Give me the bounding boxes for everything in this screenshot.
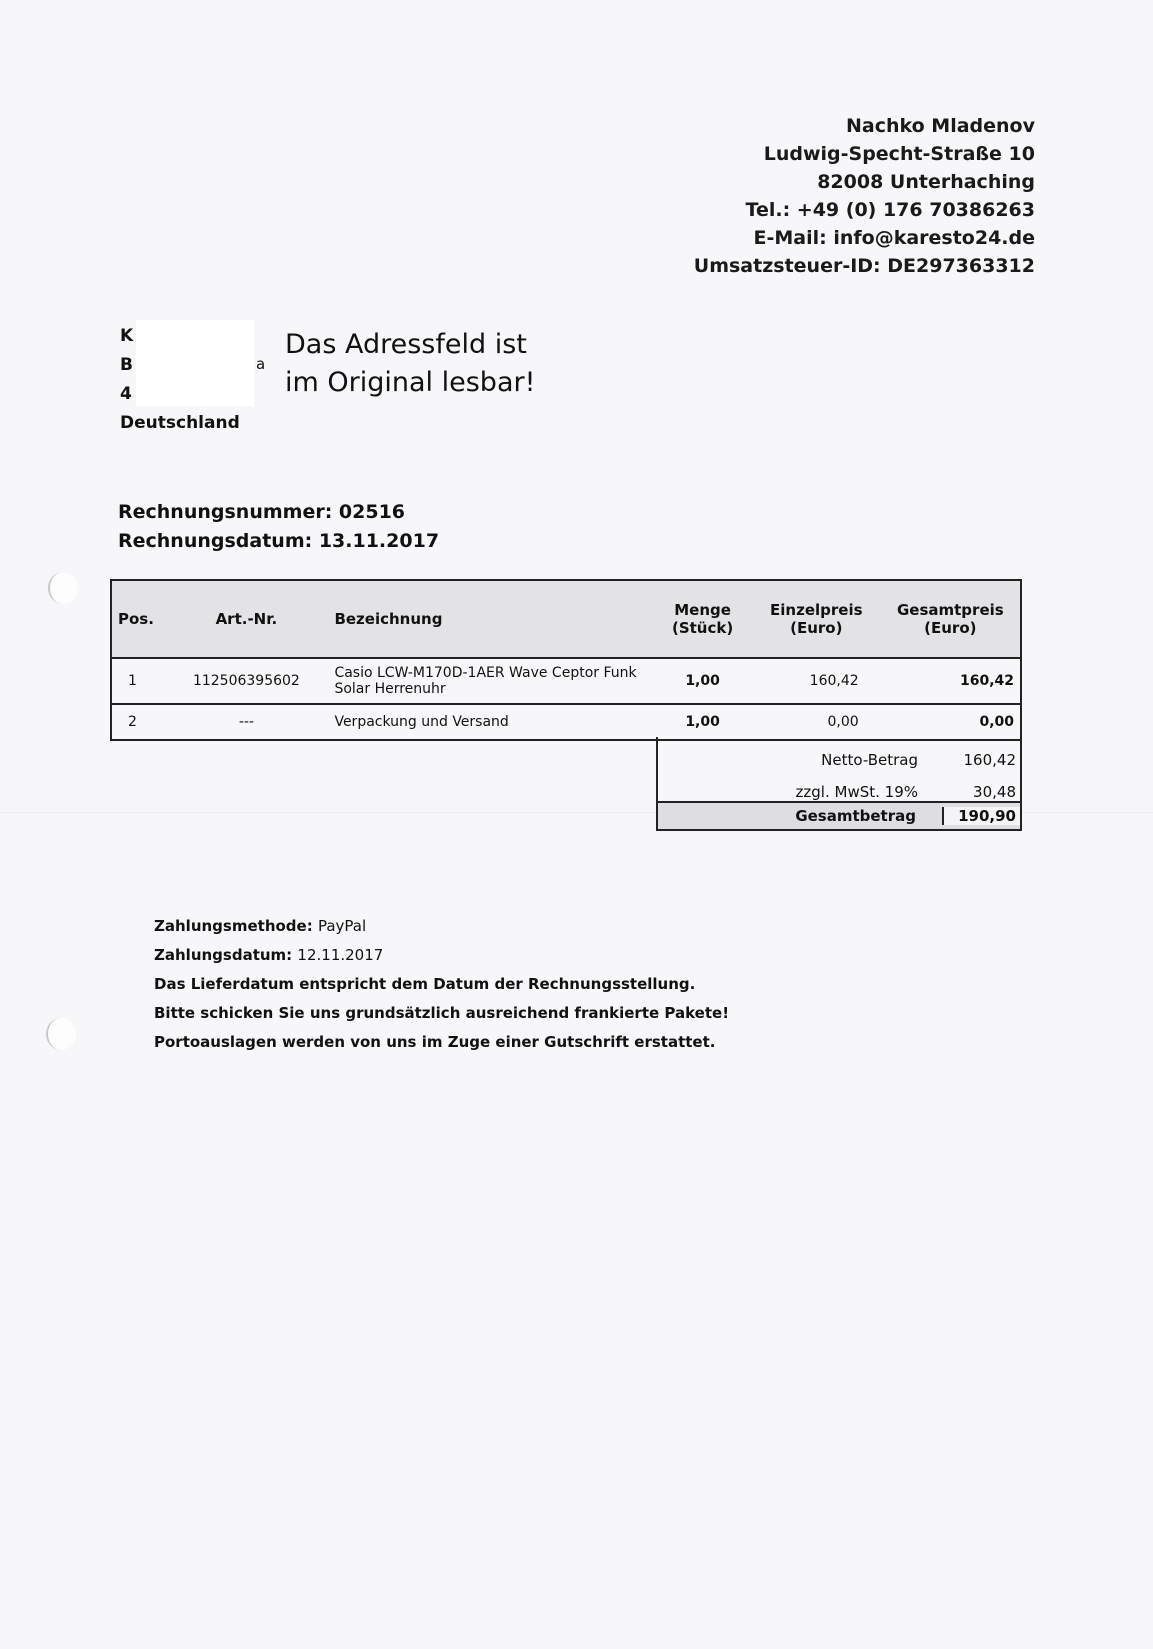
cell-qty: 1,00 [653,704,752,740]
col-unit-line-1: Einzelpreis [770,601,863,619]
grand-total-row [658,801,1020,829]
cell-pos: 2 [111,704,172,740]
delivery-note: Das Lieferdatum entspricht dem Datum der Rechnungsstellung. [154,975,696,993]
punch-hole [48,572,78,604]
col-qty-line-2: (Stück) [671,619,734,637]
cell-total: 160,42 [881,658,1021,704]
recipient-line-3: 4 [120,384,132,404]
cell-unit: 160,42 [752,658,881,704]
sender-vat-id: Umsatzsteuer-ID: DE297363312 [693,255,1035,277]
recipient-line-2-tail: a [256,355,266,373]
grand-total-value: 190,90 [942,807,1020,825]
cell-total: 0,00 [881,704,1021,740]
cell-art: 112506395602 [172,658,320,704]
vat-row [658,769,1020,801]
recipient-country: Deutschland [120,413,240,433]
postage-request: Bitte schicken Sie uns grundsätzlich ausreichend frankierte Pakete! [154,1004,730,1022]
invoice-info [118,498,439,556]
invoice-date: Rechnungsdatum: 13.11.2017 [118,530,440,552]
cell-pos: 1 [111,658,172,704]
cell-desc: Verpackung und Versand [320,704,653,740]
line-items-table [110,579,1022,741]
net-amount-value: 160,42 [963,751,1016,769]
col-qty [653,580,752,658]
payment-notes [154,912,729,1057]
grand-total-label: Gesamtbetrag [795,807,916,825]
cell-desc: Casio LCW-M170D-1AER Wave Ceptor Funk Solar Herrenuhr [320,658,653,704]
payment-method-label: Zahlungsmethode: [154,917,313,935]
sender-email: E-Mail: info@karesto24.de [753,227,1035,249]
col-total-line-1: Gesamtpreis [896,601,1004,619]
payment-date-label: Zahlungsdatum: [154,946,293,964]
cell-art: --- [172,704,320,740]
col-total-line-2: (Euro) [924,619,977,637]
sender-address [694,112,1035,280]
sender-phone: Tel.: +49 (0) 176 70386263 [745,199,1035,221]
postage-refund-note: Portoauslagen werden von uns im Zuge einer Gutschrift erstattet. [154,1033,716,1051]
vat-label: zzgl. MwSt. 19% [795,783,918,801]
col-art: Art.-Nr. [172,580,320,658]
table-row [111,704,1021,740]
table-row [111,658,1021,704]
col-unit [752,580,881,658]
address-notice-line-2: im Original lesbar! [285,367,536,398]
vat-value: 30,48 [973,783,1016,801]
cell-qty: 1,00 [653,658,752,704]
payment-method-value: PayPal [317,917,367,935]
payment-date-value: 12.11.2017 [297,946,384,964]
net-amount-row [658,737,1020,769]
sender-name: Nachko Mladenov [846,115,1035,137]
net-amount-label: Netto-Betrag [821,751,918,769]
col-total [881,580,1021,658]
address-notice-line-1: Das Adressfeld ist [285,329,527,360]
payment-method [154,912,729,941]
address-notice [285,326,535,402]
cell-unit: 0,00 [752,704,881,740]
invoice-number: Rechnungsnummer: 02516 [118,501,406,523]
col-qty-line-1: Menge [674,601,731,619]
recipient-line-1: K [120,326,134,346]
sender-city: 82008 Unterhaching [817,171,1035,193]
table-header-row [111,580,1021,658]
col-unit-line-2: (Euro) [790,619,843,637]
punch-hole [46,1018,76,1050]
col-pos: Pos. [111,580,172,658]
payment-date [154,941,729,970]
redaction-box [136,320,254,406]
col-desc: Bezeichnung [320,580,653,658]
sender-street: Ludwig-Specht-Straße 10 [763,143,1035,165]
recipient-line-2: B [120,355,133,375]
totals-box [656,737,1022,831]
